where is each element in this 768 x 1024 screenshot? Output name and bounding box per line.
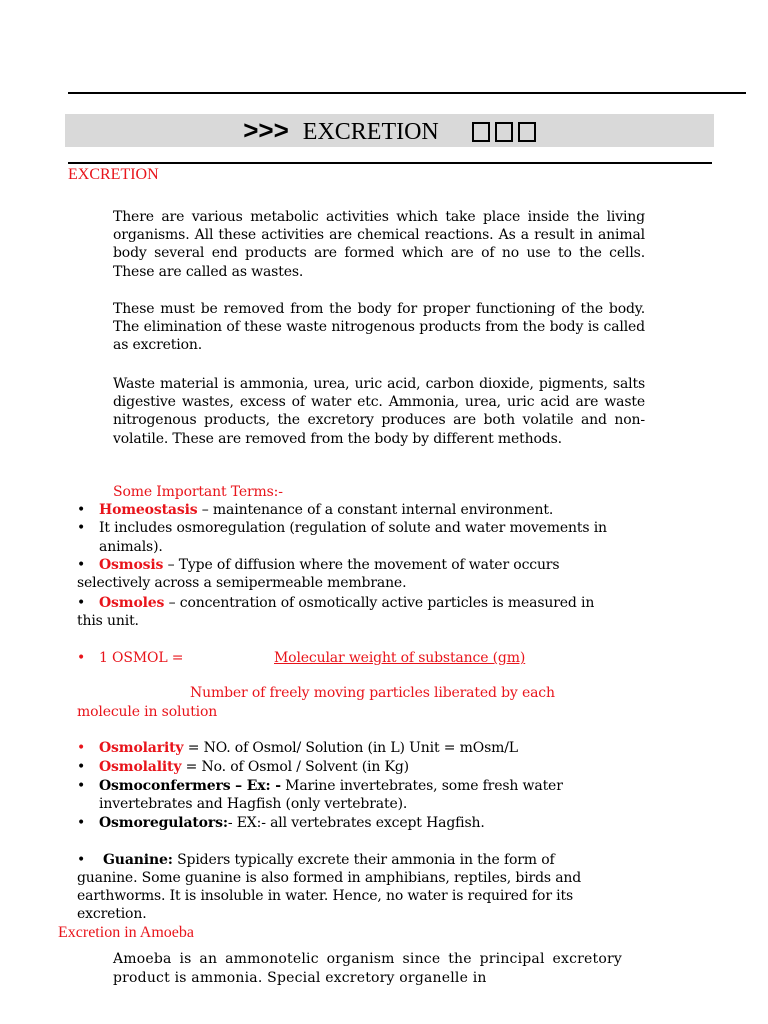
term-osmosis	[77, 556, 559, 575]
bullet-icon: •	[77, 815, 86, 831]
term-definition: – Type of diffusion where the movement of water occurs	[163, 557, 560, 573]
guanine-line-1	[77, 851, 555, 870]
term-definition: It includes osmoregulation (regulation of solute and water movements in	[99, 520, 607, 536]
paragraph-text: Amoeba is an ammonotelic organism since the principal excretory product is ammonia. Special excretory organelle in	[113, 951, 622, 986]
term-definition: = No. of Osmol / Solvent (in Kg)	[181, 759, 409, 775]
def-osmoconformers	[77, 777, 563, 796]
formula-label: 1 OSMOL =	[99, 650, 184, 666]
term-definition: = NO. of Osmol/ Solution (in L) Unit = mOsm/L	[183, 740, 518, 756]
numerator-text: Molecular weight of substance (gm)	[274, 650, 526, 666]
bullet-icon: •	[77, 650, 86, 666]
paragraph-text: These must be removed from the body for proper functioning of the body. The elimination of these waste nitrogenous products from the body is called as excretion.	[113, 301, 645, 354]
paragraph-text: There are various metabolic activities which take place inside the living organisms. All these activities are chemical reactions. As a result in animal body several end products are formed which are of no use to the cells. These are called as wastes.	[113, 209, 645, 280]
term-label: Osmolarity	[99, 740, 184, 756]
term-label: Guanine:	[103, 852, 173, 868]
term-osmoregulation-cont: animals).	[99, 539, 163, 555]
bullet-icon: •	[77, 502, 86, 518]
term-label: Osmoregulators:	[99, 815, 228, 831]
term-definition: Spiders typically excrete their ammonia in the form of	[172, 852, 555, 868]
def-osmoregulators	[77, 814, 485, 833]
placeholder-box-icon	[495, 122, 513, 142]
title-arrows: >>>	[243, 115, 289, 145]
term-label: Homeostasis	[99, 502, 198, 518]
terms-heading: Some Important Terms:-	[113, 484, 283, 500]
placeholder-box-icon	[518, 122, 536, 142]
bullet-icon: •	[77, 852, 86, 868]
term-osmoregulation	[77, 519, 607, 538]
title-underline	[68, 162, 712, 164]
bullet-icon: •	[77, 759, 86, 775]
term-definition: – concentration of osmotically active particles is measured in	[164, 595, 595, 611]
guanine-line-2: guanine. Some guanine is also formed in amphibians, reptiles, birds and	[77, 870, 582, 886]
def-osmoconformers-cont: invertebrates and Hagfish (only vertebrate).	[99, 796, 408, 812]
formula-denominator-cont: molecule in solution	[77, 704, 218, 720]
term-osmoles	[77, 594, 594, 613]
term-osmoles-cont: this unit.	[77, 613, 139, 629]
formula-numerator	[216, 649, 525, 668]
amoeba-paragraph	[113, 950, 622, 988]
guanine-line-3: earthworms. It is insoluble in water. Hence, no water is required for its	[77, 888, 574, 904]
bullet-icon: •	[77, 557, 86, 573]
formula-denominator: Number of freely moving particles liberated by each	[190, 685, 555, 701]
paragraph-1	[113, 208, 645, 281]
placeholder-box-icon	[472, 122, 490, 142]
bullet-icon: •	[77, 595, 86, 611]
term-label: Osmoles	[99, 595, 165, 611]
bullet-icon: •	[77, 778, 86, 794]
top-rule	[68, 92, 746, 94]
formula-lhs	[77, 649, 183, 668]
term-label: Osmoconfermers – Ex: -	[99, 778, 281, 794]
term-label: Osmolality	[99, 759, 182, 775]
bullet-icon: •	[77, 520, 86, 536]
guanine-line-4: excretion.	[77, 906, 147, 922]
page-title	[65, 116, 714, 146]
title-band	[65, 114, 714, 147]
def-osmolarity	[77, 739, 518, 758]
term-homeostasis	[77, 501, 553, 520]
amoeba-heading: Excretion in Amoeba	[58, 924, 194, 941]
term-label: Osmosis	[99, 557, 164, 573]
bullet-icon: •	[77, 740, 86, 756]
paragraph-3	[113, 375, 645, 448]
def-osmolality	[77, 758, 409, 777]
paragraph-2	[113, 300, 645, 355]
section-heading: EXCRETION	[68, 166, 159, 183]
title-label: EXCRETION	[302, 119, 439, 145]
paragraph-text: Waste material is ammonia, urea, uric acid, carbon dioxide, pigments, salts digestive wastes, excess of water etc. Ammonia, urea, uric acid are waste nitrogenous products, the excretory produces are both volatile and non-volatile. These are removed from the body by different methods.	[113, 376, 645, 447]
term-definition: - EX:- all vertebrates except Hagfish.	[227, 815, 485, 831]
term-definition: – maintenance of a constant internal environment.	[197, 502, 554, 518]
term-definition: Marine invertebrates, some fresh water	[280, 778, 563, 794]
term-osmosis-cont: selectively across a semipermeable membrane.	[77, 575, 407, 591]
